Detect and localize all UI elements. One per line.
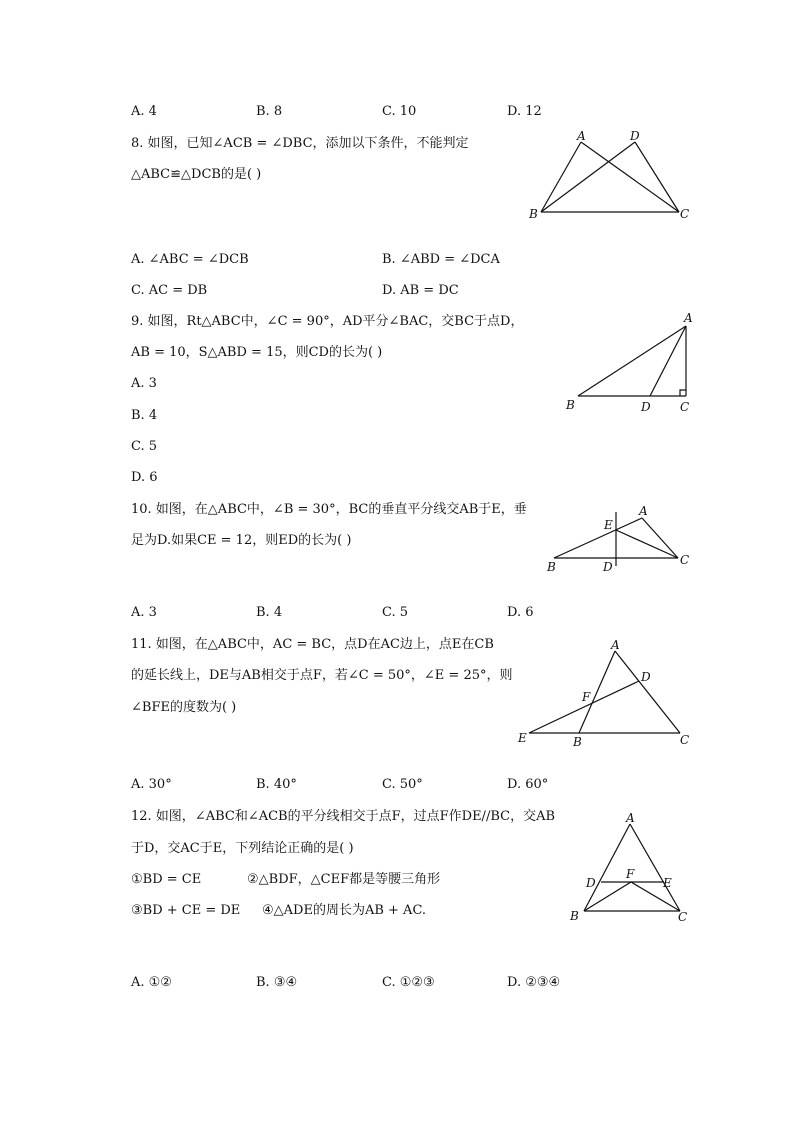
q9-right-angle-mark	[680, 390, 686, 396]
q9-label-a: A	[684, 311, 693, 325]
q12-figure	[565, 808, 695, 926]
q11-option-a: A. 30°	[131, 777, 172, 792]
q12-label-c: C	[678, 910, 688, 924]
q11-label-b: B	[573, 735, 582, 749]
q12-label-a: A	[626, 811, 635, 825]
q12-statement-1: ①BD = CE	[131, 872, 202, 887]
q8-segment-ab	[541, 142, 581, 212]
q12-stem-line1: 12. 如图，∠ABC和∠ACB的平分线相交于点F，过点F作DE//BC，交AB	[131, 809, 556, 824]
q11-stem-line3: ∠BFE的度数为( )	[131, 700, 237, 715]
q12-segment-cf	[631, 882, 680, 911]
q7-option-b: B. 8	[256, 104, 283, 119]
q7-option-c: C. 10	[382, 104, 417, 119]
q12-option-a: A. ①②	[131, 975, 172, 990]
q11-label-e: E	[518, 731, 527, 745]
q8-stem-line1: 8. 如图，已知∠ACB = ∠DBC，添加以下条件，不能判定	[131, 136, 469, 151]
q8-segment-db	[541, 142, 635, 212]
q9-option-b: B. 4	[131, 408, 158, 423]
q7-option-a: A. 4	[131, 104, 157, 119]
q9-stem-line2: AB = 10，S△ABD = 15，则CD的长为( )	[131, 345, 383, 360]
q10-label-c: C	[680, 553, 690, 567]
q11-option-b: B. 40°	[256, 777, 297, 792]
q10-option-d: D. 6	[507, 605, 534, 620]
q8-label-d: D	[630, 129, 640, 143]
q10-option-a: A. 3	[131, 605, 157, 620]
q12-label-b: B	[570, 909, 579, 923]
q11-stem-line1: 11. 如图，在△ABC中，AC = BC，点D在AC边上，点E在CB	[131, 637, 494, 652]
q9-label-d: D	[641, 400, 651, 414]
q9-label-c: C	[680, 400, 690, 414]
q11-figure	[512, 635, 697, 750]
q11-option-c: C. 50°	[382, 777, 423, 792]
q8-figure	[525, 130, 695, 226]
q9-label-b: B	[566, 398, 575, 412]
q8-option-a: A. ∠ABC = ∠DCB	[131, 252, 249, 267]
q9-segment-ad	[650, 326, 686, 396]
q9-stem-line1: 9. 如图，Rt△ABC中，∠C = 90°，AD平分∠BAC，交BC于点D，	[131, 314, 524, 329]
q12-label-e: E	[663, 876, 672, 890]
q10-segment-ac	[642, 518, 678, 558]
q11-option-d: D. 60°	[507, 777, 549, 792]
q7-option-d: D. 12	[507, 104, 542, 119]
q10-label-e: E	[604, 518, 613, 532]
q11-segment-ed	[529, 681, 639, 733]
q11-stem-line2: 的延长线上，DE与AB相交于点F，若∠C = 50°，∠E = 25°，则	[131, 668, 513, 683]
q11-label-d: D	[641, 670, 651, 684]
q10-label-d: D	[603, 560, 613, 574]
q12-statement-2: ②△BDF，△CEF都是等腰三角形	[247, 872, 441, 887]
q9-option-d: D. 6	[131, 470, 158, 485]
q12-statement-4: ④△ADE的周长为AB + AC.	[262, 903, 427, 918]
q11-segment-ac	[615, 651, 680, 733]
q8-option-d: D. AB = DC	[382, 283, 459, 298]
q12-option-b: B. ③④	[256, 975, 298, 990]
q12-label-f: F	[626, 867, 635, 881]
q12-option-d: D. ②③④	[507, 975, 561, 990]
q12-segment-ac	[630, 824, 680, 911]
q11-label-f: F	[582, 690, 591, 704]
q10-label-a: A	[639, 504, 648, 518]
q10-segment-ec	[616, 530, 678, 558]
q8-segment-ac	[581, 142, 679, 212]
q10-option-b: B. 4	[256, 605, 283, 620]
q10-figure	[540, 500, 700, 580]
q8-label-c: C	[680, 207, 690, 221]
q9-option-c: C. 5	[131, 439, 158, 454]
q8-stem-line2: △ABC≌△DCB的是( )	[131, 167, 262, 182]
q9-figure	[560, 310, 700, 420]
q12-stem-line2: 于D，交AC于E，下列结论正确的是( )	[131, 841, 354, 856]
q8-label-b: B	[529, 207, 538, 221]
q12-option-c: C. ①②③	[382, 975, 435, 990]
q9-segment-ab	[578, 326, 686, 396]
q8-label-a: A	[577, 129, 586, 143]
q10-stem-line2: 足为D.如果CE = 12，则ED的长为( )	[131, 533, 352, 548]
q8-option-b: B. ∠ABD = ∠DCA	[382, 252, 500, 267]
q12-label-d: D	[586, 876, 596, 890]
q12-statement-3: ③BD + CE = DE	[131, 903, 241, 918]
q12-segment-ab	[584, 824, 630, 911]
q11-label-c: C	[680, 733, 690, 747]
q10-label-b: B	[547, 560, 556, 574]
q8-option-c: C. AC = DB	[131, 283, 208, 298]
q8-segment-dc	[635, 142, 679, 212]
q11-label-a: A	[611, 638, 620, 652]
q10-stem-line1: 10. 如图，在△ABC中，∠B = 30°，BC的垂直平分线交AB于E，垂	[131, 502, 527, 517]
q10-segment-ba	[554, 518, 642, 558]
q10-option-c: C. 5	[382, 605, 409, 620]
q9-option-a: A. 3	[131, 376, 157, 391]
